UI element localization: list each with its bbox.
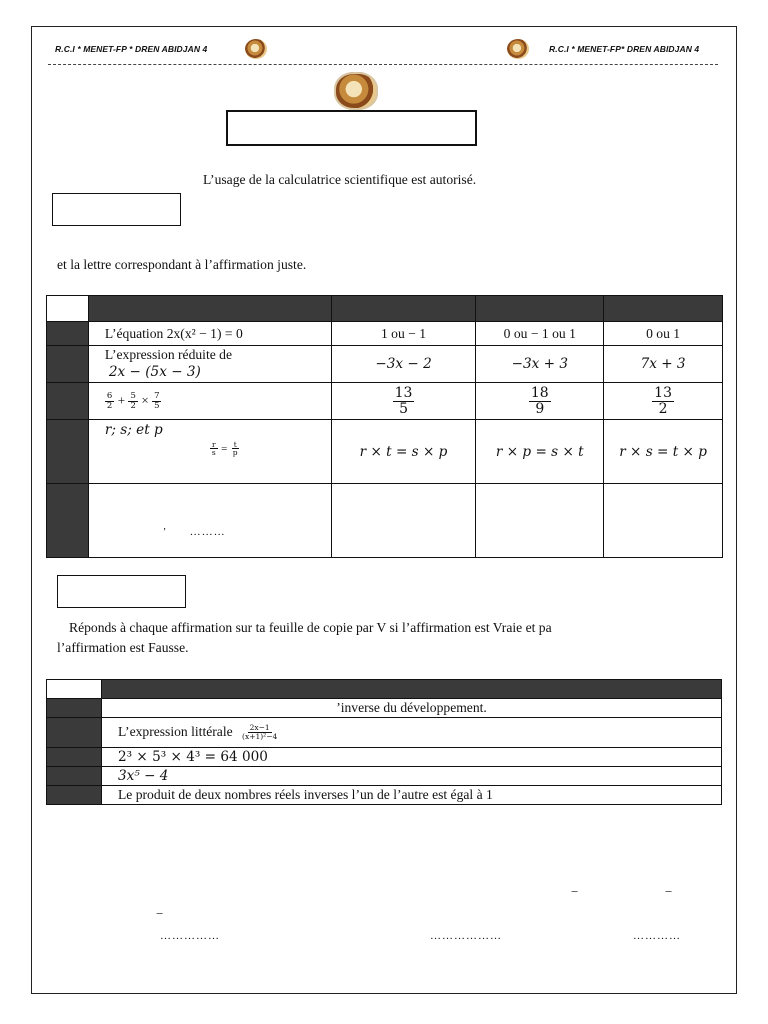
- answer-a: −3x − 2: [331, 346, 476, 383]
- table-row: [47, 484, 723, 558]
- statement-cell: [88, 346, 331, 383]
- statement-cell: [88, 420, 331, 484]
- answer-a: 1 ou − 1: [331, 322, 476, 346]
- statement-cell: Le produit de deux nombres réels inverses l’un de l’autre est égal à 1: [102, 786, 722, 805]
- statement-cell: ’ ………: [88, 484, 331, 558]
- table-row: [47, 383, 723, 420]
- calculator-note: L’usage de la calculatrice scientifique est autorisé.: [203, 172, 477, 187]
- answer-b: $\frac{18}{9}$: [476, 383, 604, 420]
- table-row: [47, 699, 722, 718]
- exercise2-instruction-line2: l’affirmation est Fausse.: [57, 640, 189, 655]
- answer-c: 0 ou 1: [604, 322, 723, 346]
- table-row: [47, 786, 722, 805]
- footer-dash: −: [571, 884, 579, 899]
- answer-b: 0 ou − 1 ou 1: [476, 322, 604, 346]
- exercise2-instruction-line1: Réponds à chaque affirmation sur ta feuille de copie par V si l’affirmation est Vraie et pa: [69, 620, 552, 635]
- exercise1-table: [46, 295, 723, 558]
- answer-a: $\frac{13}{5}$: [331, 383, 476, 420]
- answer-a: r × t = s × p: [331, 420, 476, 484]
- footer-dash: −: [665, 884, 673, 899]
- header-separator: [48, 64, 718, 65]
- table-row: [47, 718, 722, 748]
- statement-cell: L’expression littérale $\frac{2x-1}{\text{(x+1)²−4}}$: [102, 718, 722, 748]
- center-seal-logo: [334, 72, 378, 110]
- fraction-7-5: $\frac{7}{5}$: [154, 390, 160, 411]
- statement-cell: 3x⁵ − 4: [102, 767, 722, 786]
- answer-c: $\frac{13}{2}$: [604, 383, 723, 420]
- table-row: [47, 748, 722, 767]
- statement-line1: r; s; et p: [104, 422, 163, 438]
- statement-cell: L’équation 2x(x² − 1) = 0: [88, 322, 331, 346]
- footer-dots: …………: [633, 930, 681, 942]
- statement-line1: L’expression réduite de: [104, 347, 232, 363]
- corner-cell: [47, 296, 89, 322]
- footer-dots: ………………: [430, 930, 502, 942]
- fraction-5-2: $\frac{5}{2}$: [130, 390, 136, 411]
- answer-c: 7x + 3: [604, 346, 723, 383]
- fraction-6-2: $\frac{6}{2}$: [106, 390, 113, 411]
- literal-expression-fraction: $\frac{2x-1}{\text{(x+1)²−4}}$: [242, 723, 278, 742]
- exercise1-label-box: [52, 193, 181, 226]
- statement-cell: ’inverse du développement.: [102, 699, 722, 718]
- footer-dots: ……………: [160, 930, 220, 942]
- table-header-row: [47, 296, 723, 322]
- table-row: [47, 420, 723, 484]
- table-row: [47, 767, 722, 786]
- proportion-expression: $\frac{r}{s}$ = $\frac{t}{p}$: [211, 439, 238, 458]
- footer-dash: −: [156, 906, 164, 921]
- exercise2-table: [46, 679, 722, 805]
- corner-cell: [47, 680, 102, 699]
- answer-b: −3x + 3: [476, 346, 604, 383]
- statement-line2: 2x − (5x − 3): [108, 364, 201, 380]
- right-seal-logo: [507, 39, 529, 59]
- exercise2-label-box: [57, 575, 186, 608]
- exercise1-instruction: et la lettre correspondant à l’affirmation juste.: [57, 257, 307, 272]
- answer-c: r × s = t × p: [604, 420, 723, 484]
- table-row: [47, 346, 723, 383]
- left-seal-logo: [245, 39, 267, 59]
- table-row: [47, 322, 723, 346]
- header-left-text: R.C.I * MENET-FP * DREN ABIDJAN 4: [55, 44, 208, 54]
- header-right-text: R.C.I * MENET-FP* DREN ABIDJAN 4: [549, 44, 700, 54]
- answer-b: r × p = s × t: [476, 420, 604, 484]
- fraction-expression-cell: $\frac{6}{2}$ + $\frac{5}{2}$ × $\frac{7}{5}$: [88, 383, 331, 420]
- table-header-row: [47, 680, 722, 699]
- statement-cell: 2³ × 5³ × 4³ = 64 000: [102, 748, 722, 767]
- title-box: [226, 110, 477, 146]
